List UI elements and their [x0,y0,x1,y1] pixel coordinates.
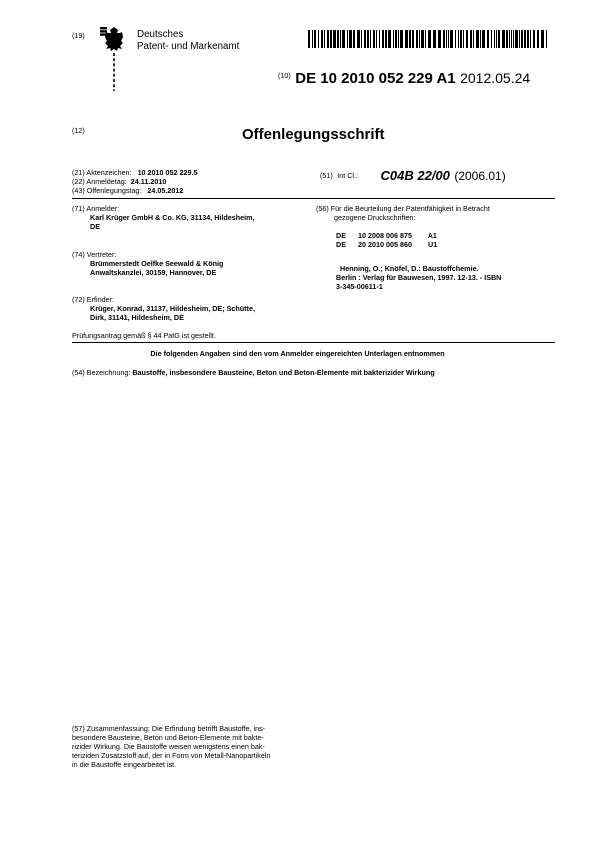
ipc-class: C04B 22/00 [380,168,450,183]
barcode-bar [367,30,369,48]
code-19: (19) [72,31,85,40]
barcode-bar [546,30,547,48]
barcode-bar [314,30,316,48]
barcode-bar [513,30,514,48]
f56-line-1: Für die Beurteilung der Patentfähigkeit in Betracht [330,204,490,213]
barcode-bar [400,30,403,48]
non-patent-reference [336,264,556,291]
barcode-bar [443,30,445,48]
separator-top [72,198,555,199]
code-51: (51) [320,171,333,180]
publication-number: DE 10 2010 052 229 A1 [295,70,456,87]
erfinder-line-2: Dirk, 31141, Hildesheim, DE [90,313,184,322]
office-name [137,29,239,53]
label-anmeldetag: Anmeldetag: [86,177,127,186]
citation-row [336,240,437,249]
barcode-bar [342,30,345,48]
code-54: (54) [72,368,85,377]
barcode-bar [425,30,426,48]
citation-row [336,231,437,240]
barcode-bar [385,30,387,48]
citation-country: DE [336,240,346,249]
code-43: (43) [72,186,85,195]
abstract-line-4: teriziden Zusatzstoff auf, der in Form von Metall-Nanopartikeln [72,751,271,760]
barcode-bar [357,30,360,48]
barcode-bar [370,30,371,48]
code-10: (10) [278,71,291,80]
barcode-bar [448,30,449,48]
pruefungsantrag-note: Prüfungsantrag gemäß § 44 PatG ist gestellt. [72,331,216,340]
barcode-bar [312,30,313,48]
office-line-1: Deutsches [137,29,184,40]
code-72: (72) [72,295,85,304]
barcode-bar [324,30,325,48]
label-int-cl: Int Cl.: [337,171,359,180]
barcode-bar [511,30,512,48]
barcode-bar [506,30,508,48]
citation-number: 10 2008 006 875 [358,231,412,240]
field-51 [320,167,506,185]
barcode-bar [446,30,447,48]
label-erfinder: Erfinder: [86,295,114,304]
barcode-bar [466,30,468,48]
barcode-bar [470,30,472,48]
erfinder-line-1: Krüger, Konrad, 31137, Hildesheim, DE; Schütte, [90,304,255,313]
field-72 [72,295,307,322]
barcode-bar [337,30,339,48]
separator-middle [72,342,555,343]
angaben-note: Die folgenden Angaben sind den vom Anmelder eingereichten Unterlagen entnommen [150,349,445,358]
code-56: (56) [316,204,329,213]
barcode-bar [421,30,424,48]
barcode-bar [376,30,377,48]
barcode-bar [515,30,518,48]
office-line-2: Patent- und Markenamt [137,41,240,52]
field-56 [316,204,556,222]
value-anmeldetag: 24.11.2010 [130,177,167,186]
barcode [308,30,552,48]
code-21: (21) [72,168,85,177]
barcode-bar [416,30,418,48]
anmelder-line-2: DE [90,222,100,231]
barcode-bar [388,30,391,48]
citation-kind: U1 [428,240,438,249]
barcode-bar [530,30,531,48]
reference-line-3: 3-345-00611-1 [336,282,383,291]
barcode-bar [458,30,459,48]
publication-line [278,70,530,88]
barcode-bar [393,30,394,48]
field-71 [72,204,302,231]
barcode-bar [524,30,526,48]
barcode-bar [498,30,500,48]
barcode-bar [409,30,411,48]
barcode-bar [379,30,380,48]
reference-line-2: Berlin : Verlag für Bauwesen, 1997. 12-13. - ISBN [336,273,502,282]
barcode-bar [349,30,352,48]
barcode-bar [476,30,479,48]
barcode-bar [463,30,464,48]
code-22: (22) [72,177,85,186]
anmelder-line-1: Karl Krüger GmbH & Co. KG, 31134, Hildesheim, [90,213,255,222]
barcode-bar [438,30,441,48]
barcode-bar [502,30,505,48]
barcode-bar [537,30,539,48]
barcode-bar [533,30,535,48]
barcode-bar [382,30,384,48]
barcode-bar [480,30,481,48]
label-vertreter: Vertreter: [86,250,117,259]
field-57 [72,724,312,769]
code-57: (57) [72,724,85,733]
barcode-bar [333,30,336,48]
barcode-bar [308,30,310,48]
barcode-bar [455,30,456,48]
citation-country: DE [336,231,346,240]
barcode-bar [494,30,495,48]
barcode-bar [364,30,366,48]
code-12: (12) [72,126,85,135]
publication-date: 2012.05.24 [460,70,531,86]
barcode-bar [318,30,319,48]
label-bezeichnung: Bezeichnung: [86,368,131,377]
barcode-bar [491,30,492,48]
label-offenlegungstag: Offenlegungstag: [86,186,142,195]
f56-line-2: gezogene Druckschriften: [334,213,416,222]
barcode-bar [405,30,408,48]
field-21 [72,168,198,177]
label-aktenzeichen: Aktenzeichen: [86,168,132,177]
barcode-bar [487,30,489,48]
barcode-bar [460,30,462,48]
field-74 [72,250,302,277]
barcode-bar [473,30,474,48]
barcode-bar [419,30,420,48]
barcode-bar [347,30,348,48]
barcode-bar [519,30,520,48]
barcode-bar [450,30,453,48]
document-type: Offenlegungsschrift [242,126,385,143]
barcode-bar [395,30,397,48]
barcode-bar [482,30,485,48]
abstract-line-3: rizider Wirkung. Die Baustoffe weisen wenigstens einen bak- [72,742,265,751]
barcode-bar [373,30,375,48]
barcode-bar [398,30,399,48]
barcode-bar [361,30,362,48]
invention-title: Baustoffe, insbesondere Bausteine, Beton und Beton-Elemente mit bakterizider Wirkung [132,368,435,377]
ipc-version: (2006.01) [454,169,506,183]
abstract-line-2: besondere Bausteine, Beton und Beton-Elemente mit bakte- [72,733,264,742]
barcode-bar [330,30,332,48]
value-offenlegungstag: 24.05.2012 [147,186,184,195]
barcode-bar [509,30,510,48]
vertreter-line-1: Brümmerstedt Oelfke Seewald & König [90,259,224,268]
label-anmelder: Anmelder: [86,204,120,213]
field-43 [72,186,183,195]
code-71: (71) [72,204,85,213]
barcode-bar [327,30,329,48]
abstract-line-5: in die Baustoffe eingearbeitet ist. [72,760,177,769]
citation-number: 20 2010 005 860 [358,240,412,249]
eagle-logo-icon [100,27,132,91]
reference-line-1: Henning, O.; Knöfel, D.: Baustoffchemie. [340,264,479,273]
barcode-bar [321,30,323,48]
citation-kind: A1 [427,231,437,240]
value-aktenzeichen: 10 2010 052 229.5 [137,168,198,177]
barcode-bar [521,30,523,48]
code-74: (74) [72,250,85,259]
abstract-line-1: Die Erfindung betrifft Baustoffe, ins- [151,724,266,733]
barcode-bar [527,30,529,48]
barcode-bar [428,30,431,48]
barcode-bar [496,30,497,48]
barcode-bar [433,30,436,48]
barcode-bar [340,30,341,48]
field-54 [72,368,435,377]
vertreter-line-2: Anwaltskanzlei, 30159, Hannover, DE [90,268,217,277]
barcode-bar [353,30,355,48]
label-zusammenfassung: Zusammenfassung: [86,724,150,733]
barcode-bar [412,30,414,48]
field-22 [72,177,166,186]
barcode-bar [541,30,544,48]
